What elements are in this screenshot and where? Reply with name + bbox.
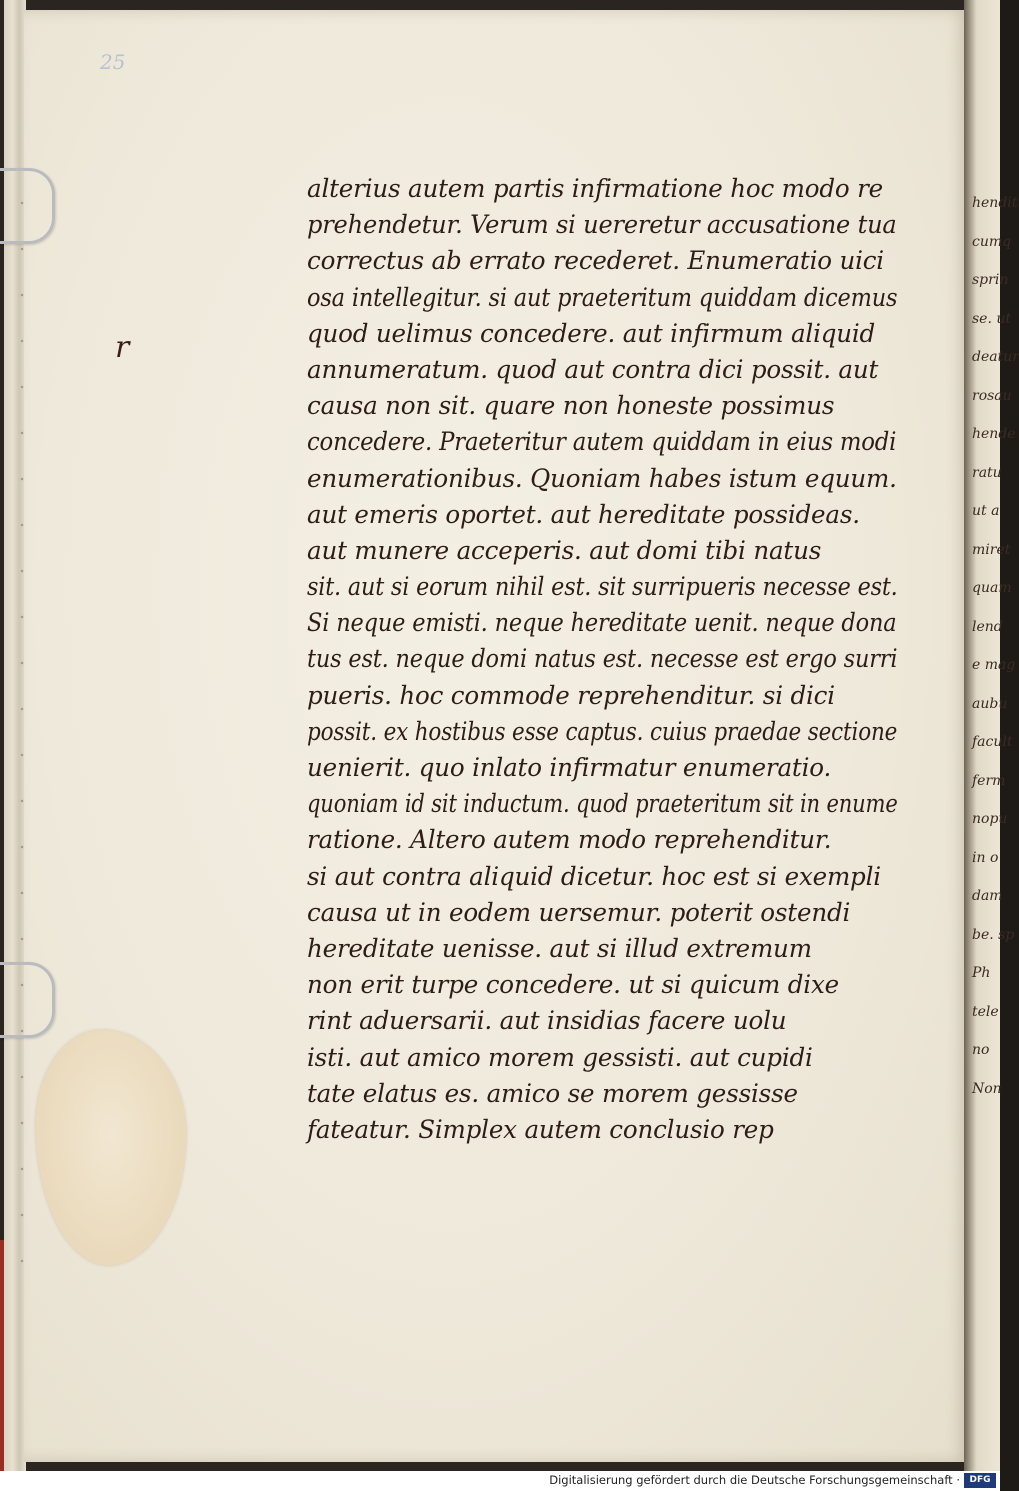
manuscript-line: si aut contra aliquid dicetur. hoc est si exempli: [307, 861, 881, 891]
next-page-fragment: in o: [972, 849, 999, 866]
next-page-fragment: hendit: [972, 195, 1018, 211]
manuscript-text-block: [307, 171, 907, 1148]
manuscript-line: enumerationibus. Quoniam habes istum equum.: [307, 463, 897, 493]
manuscript-line: tus est. neque domi natus est. necesse est ergo surri: [307, 644, 898, 674]
manuscript-line: osa intellegitur. si aut praeteritum quiddam dicemus: [307, 282, 898, 312]
manuscript-line: ratione. Altero autem modo reprehenditur.: [307, 825, 832, 855]
manuscript-line: Si neque emisti. neque hereditate uenit. neque dona: [307, 608, 897, 638]
next-page-fragment: no: [972, 1042, 990, 1058]
next-page-fragment: Ph: [972, 965, 991, 981]
next-page-fragment: tele: [972, 1003, 999, 1020]
next-page-fragment: se. ut: [972, 310, 1012, 327]
paper-clip-bottom-icon: [0, 962, 55, 1038]
manuscript-line: hereditate uenisse. aut si illud extremum: [307, 933, 812, 963]
next-page-fragment: e mag: [972, 657, 1016, 673]
manuscript-line: uenierit. quo inlato infirmatur enumeratio.: [307, 753, 832, 782]
next-page-fragment: sprin: [972, 272, 1009, 288]
manuscript-line: causa ut in eodem uersemur. poterit ostendi: [307, 897, 851, 927]
manuscript-line: possit. ex hostibus esse captus. cuius praedae sectione: [307, 716, 898, 746]
next-page-fragment: nopu: [972, 811, 1008, 827]
manuscript-line: fateatur. Simplex autem conclusio rep: [307, 1114, 774, 1144]
next-page-fragment: rosau: [972, 387, 1012, 404]
manuscript-line: isti. aut amico morem gessisti. aut cupidi: [307, 1042, 813, 1072]
next-page-fragment: Non: [972, 1080, 1002, 1097]
manuscript-line: annumeratum. quod aut contra dici possit. aut: [307, 354, 879, 384]
manuscript-line: causa non sit. quare non honeste possimus: [307, 391, 835, 421]
manuscript-line: prehendetur. Verum si uereretur accusatione tua: [307, 210, 897, 240]
margin-annotation: r: [115, 330, 130, 365]
manuscript-line: alterius autem partis infirmatione hoc modo re: [307, 174, 884, 203]
next-page-fragment: dam: [972, 888, 1003, 904]
next-page-fragment: facult: [972, 734, 1013, 750]
paper-clip-top-icon: [0, 168, 55, 244]
next-page-fragment: ratu: [972, 464, 1002, 481]
manuscript-line: correctus ab errato recederet. Enumeratio uici: [307, 246, 884, 276]
manuscript-line: non erit turpe concedere. ut si quicum dixe: [307, 970, 839, 1000]
manuscript-line: sit. aut si eorum nihil est. sit surripueris necesse est.: [307, 572, 898, 602]
manuscript-line: rint aduersarii. aut insidias facere uolu: [307, 1006, 787, 1036]
manuscript-line: pueris. hoc commode reprehenditur. si dici: [307, 680, 835, 710]
manuscript-line: aut munere acceperis. aut domi tibi natus: [307, 535, 822, 565]
manuscript-line: concedere. Praeteritur autem quiddam in eius modi: [307, 427, 897, 457]
folio-number: 25: [100, 50, 126, 74]
manuscript-line: tate elatus es. amico se morem gessisse: [307, 1078, 798, 1108]
next-page-fragment: deatur: [972, 349, 1019, 365]
next-page-fragment: be. sp: [972, 926, 1015, 943]
next-page-fragment: ferm: [972, 772, 1006, 789]
credit-text: Digitalisierung gefördert durch die Deutsche Forschungsgemeinschaft ·: [549, 1473, 960, 1487]
next-page-fragment: ut a: [972, 503, 1000, 519]
next-page-fragment: quam: [972, 580, 1012, 596]
next-page-fragment: hende: [972, 426, 1016, 442]
dfg-logo: DFG: [964, 1473, 996, 1488]
next-page-fragment: cumq: [972, 233, 1012, 250]
next-page-edge: [964, 0, 1019, 1471]
sewing-holes: [20, 180, 24, 1280]
manuscript-line: quod uelimus concedere. aut infirmum aliquid: [307, 318, 876, 348]
manuscript-line: aut emeris oportet. aut hereditate possideas.: [307, 499, 860, 529]
digitization-credit-bar: [0, 1471, 1000, 1491]
next-page-fragment: aubu: [972, 695, 1008, 712]
next-page-fragment: lend: [972, 618, 1003, 635]
manuscript-line: quoniam id sit inductum. quod praeteritum sit in enume: [307, 789, 898, 819]
next-page-fragment: miret: [972, 541, 1011, 558]
